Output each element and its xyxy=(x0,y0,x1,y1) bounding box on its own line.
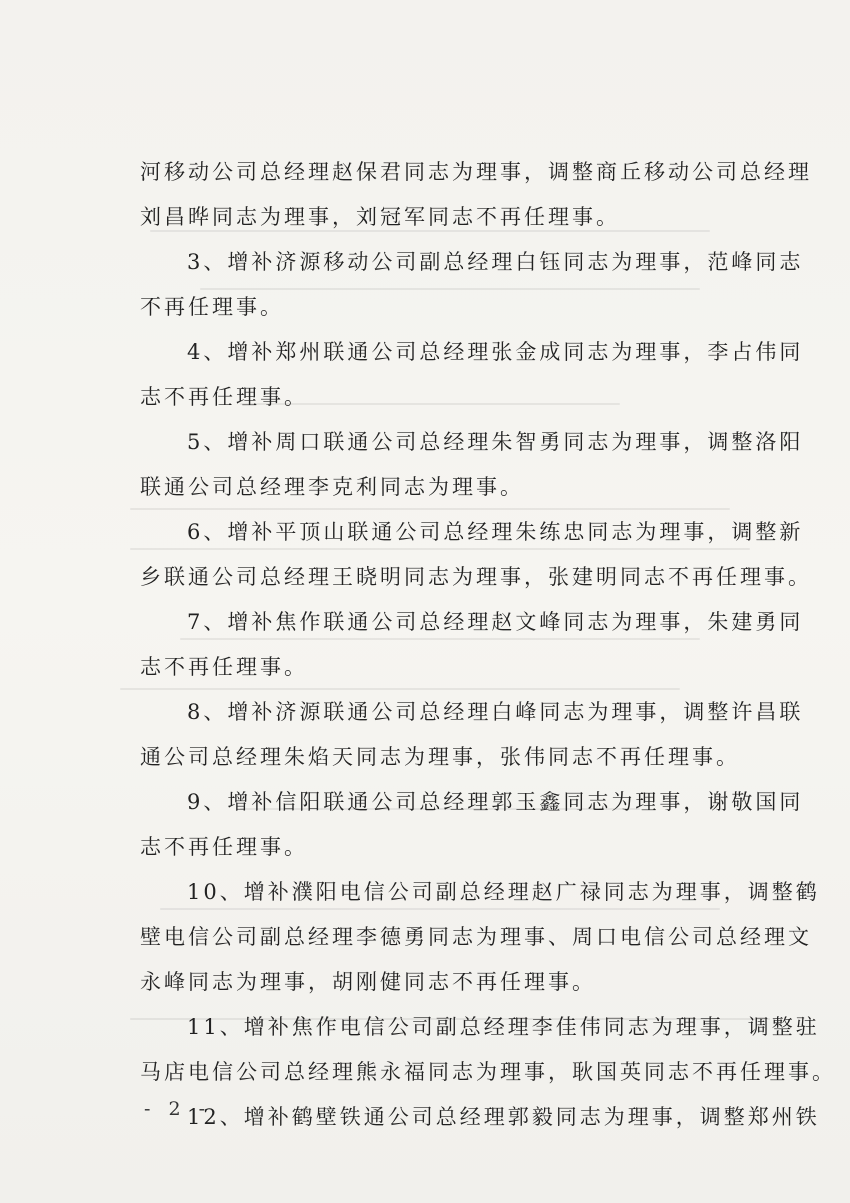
item-8-line: 8、增补济源联通公司总经理白峰同志为理事，调整许昌联 xyxy=(187,700,804,724)
document-body xyxy=(140,150,836,1140)
item-9-line: 9、增补信阳联通公司总经理郭玉鑫同志为理事，谢敬国同 xyxy=(187,790,804,814)
body-line: 通公司总经理朱焰天同志为理事，张伟同志不再任理事。 xyxy=(140,745,740,769)
body-line: 不再任理事。 xyxy=(140,295,284,319)
page-number: - 2 - xyxy=(144,1098,212,1120)
item-4-line: 4、增补郑州联通公司总经理张金成同志为理事，李占伟同 xyxy=(187,340,804,364)
body-line: 志不再任理事。 xyxy=(140,385,308,409)
body-line: 联通公司总经理李克利同志为理事。 xyxy=(140,475,524,499)
body-line: 永峰同志为理事，胡刚健同志不再任理事。 xyxy=(140,970,596,994)
body-line: 河移动公司总经理赵保君同志为理事，调整商丘移动公司总经理 xyxy=(140,160,812,184)
item-11-line: 11、增补焦作电信公司副总经理李佳伟同志为理事，调整驻 xyxy=(187,1015,820,1039)
body-line: 志不再任理事。 xyxy=(140,835,308,859)
item-7-line: 7、增补焦作联通公司总经理赵文峰同志为理事，朱建勇同 xyxy=(187,610,804,634)
body-line: 志不再任理事。 xyxy=(140,655,308,679)
item-10-line: 10、增补濮阳电信公司副总经理赵广禄同志为理事，调整鹤 xyxy=(187,880,820,904)
body-line: 马店电信公司总经理熊永福同志为理事，耿国英同志不再任理事。 xyxy=(140,1060,836,1084)
body-line: 刘昌晔同志为理事，刘冠军同志不再任理事。 xyxy=(140,205,620,229)
item-3-line: 3、增补济源移动公司副总经理白钰同志为理事，范峰同志 xyxy=(187,250,804,274)
body-line: 乡联通公司总经理王晓明同志为理事，张建明同志不再任理事。 xyxy=(140,565,812,589)
item-6-line: 6、增补平顶山联通公司总经理朱练忠同志为理事，调整新 xyxy=(187,520,804,544)
item-12-line: 12、增补鹤壁铁通公司总经理郭毅同志为理事，调整郑州铁 xyxy=(187,1105,820,1129)
item-5-line: 5、增补周口联通公司总经理朱智勇同志为理事，调整洛阳 xyxy=(187,430,804,454)
body-line: 壁电信公司副总经理李德勇同志为理事、周口电信公司总经理文 xyxy=(140,925,812,949)
